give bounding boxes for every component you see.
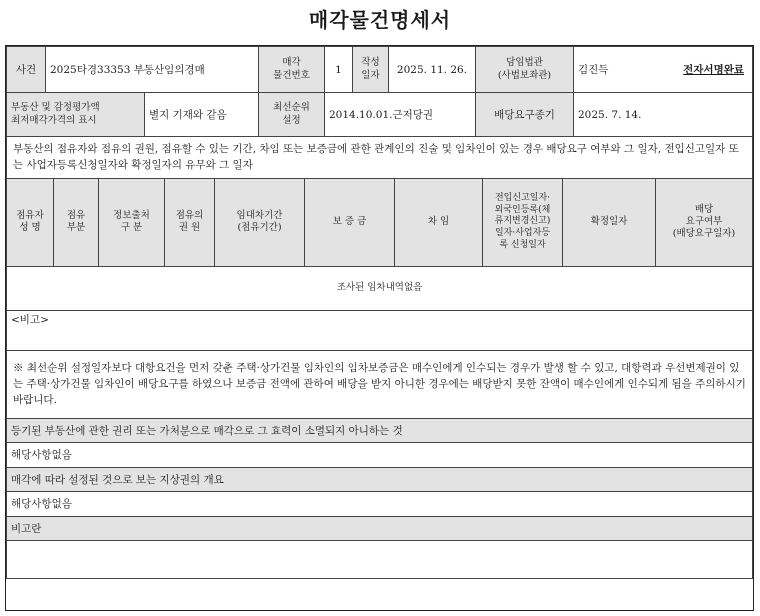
date-value: 2025. 11. 26. [389, 47, 476, 93]
judge-label: 담임법관 (사법보좌관) [476, 47, 574, 93]
document-frame [5, 45, 754, 611]
e-signature-stamp: 전자서명완료 [683, 64, 744, 76]
section-heading: 매각에 따라 설정된 것으로 보는 지상권의 개요 [7, 467, 753, 491]
case-label: 사건 [7, 47, 46, 93]
col-occupancy-title: 점유의 권 원 [165, 178, 215, 266]
section-value: 해당사항없음 [7, 442, 753, 467]
section-value: 해당사항없음 [7, 491, 753, 516]
page-title: 매각물건명세서 [308, 8, 452, 32]
date-label: 작성 일자 [353, 47, 389, 93]
priority-value: 2014.10.01.근저당권 [325, 93, 476, 137]
col-occupant-name: 점유자 성 명 [7, 178, 54, 266]
col-rent: 차 임 [395, 178, 483, 266]
col-registration-date: 전입신고일자· 외국인등록(체 류지변경신고) 일자·사업자등 록 신청일자 [483, 178, 563, 266]
appraisal-table [6, 92, 753, 179]
section-heading: 등기된 부동산에 관한 권리 또는 가처분으로 매각으로 그 효력이 소멸되지 아니하는 것 [7, 418, 753, 442]
col-fixed-date: 확정일자 [563, 178, 656, 266]
occupancy-notice: 부동산의 점유자와 점유의 권원, 점유할 수 있는 기간, 차임 또는 보증금에 관한 관계인의 진술 및 임차인이 있는 경우 배당요구 여부와 그 일자, 전입신고일자 또는 사업자등록신청일자와 확정일자의 유무와 그 일자 [7, 137, 753, 179]
sections-table [6, 418, 753, 579]
remarks-table [6, 310, 753, 419]
col-deposit: 보 증 금 [305, 178, 395, 266]
remarks-label: <비고> [7, 310, 753, 328]
no-lease-message: 조사된 임차내역없음 [7, 266, 753, 310]
deadline-label: 배당요구종기 [476, 93, 574, 137]
section-heading: 비고란 [7, 516, 753, 540]
item-no-value: 1 [325, 47, 353, 93]
col-info-source: 정보출처 구 분 [99, 178, 165, 266]
deadline-value: 2025. 7. 14. [574, 93, 753, 137]
judge-name: 김진득 [574, 47, 644, 93]
col-dividend-request: 배당 요구여부 (배당요구일자) [656, 178, 753, 266]
col-occupied-part: 점유 부분 [54, 178, 99, 266]
case-info-table [6, 46, 753, 93]
section-value [7, 540, 753, 578]
appraisal-value: 별지 기재와 같음 [145, 93, 259, 137]
lease-table [6, 178, 753, 311]
case-value: 2025타경33353 부동산임의경매 [46, 47, 259, 93]
priority-label: 최선순위 설정 [259, 93, 325, 137]
warning-notice: ※ 최선순위 설정일자보다 대항요건을 먼저 갖춘 주택·상가건물 임차인의 임차보증금은 매수인에게 인수되는 경우가 발생 할 수 있고, 대항력과 우선변제권이 있는 주택·상가건물 임차인이 배당요구를 하였으나 보증금 전액에 관하여 배당을 받지 아니한 경우에는 배당받지 못한 잔액이 매수인에게 인수되게 됨을 주의하시기 바랍니다. [7, 350, 753, 418]
appraisal-label: 부동산 및 감정평가액 최저매각가격의 표시 [7, 93, 145, 137]
col-lease-period: 임대차기간 (점유기간) [215, 178, 305, 266]
item-no-label: 매각 물건번호 [259, 47, 325, 93]
